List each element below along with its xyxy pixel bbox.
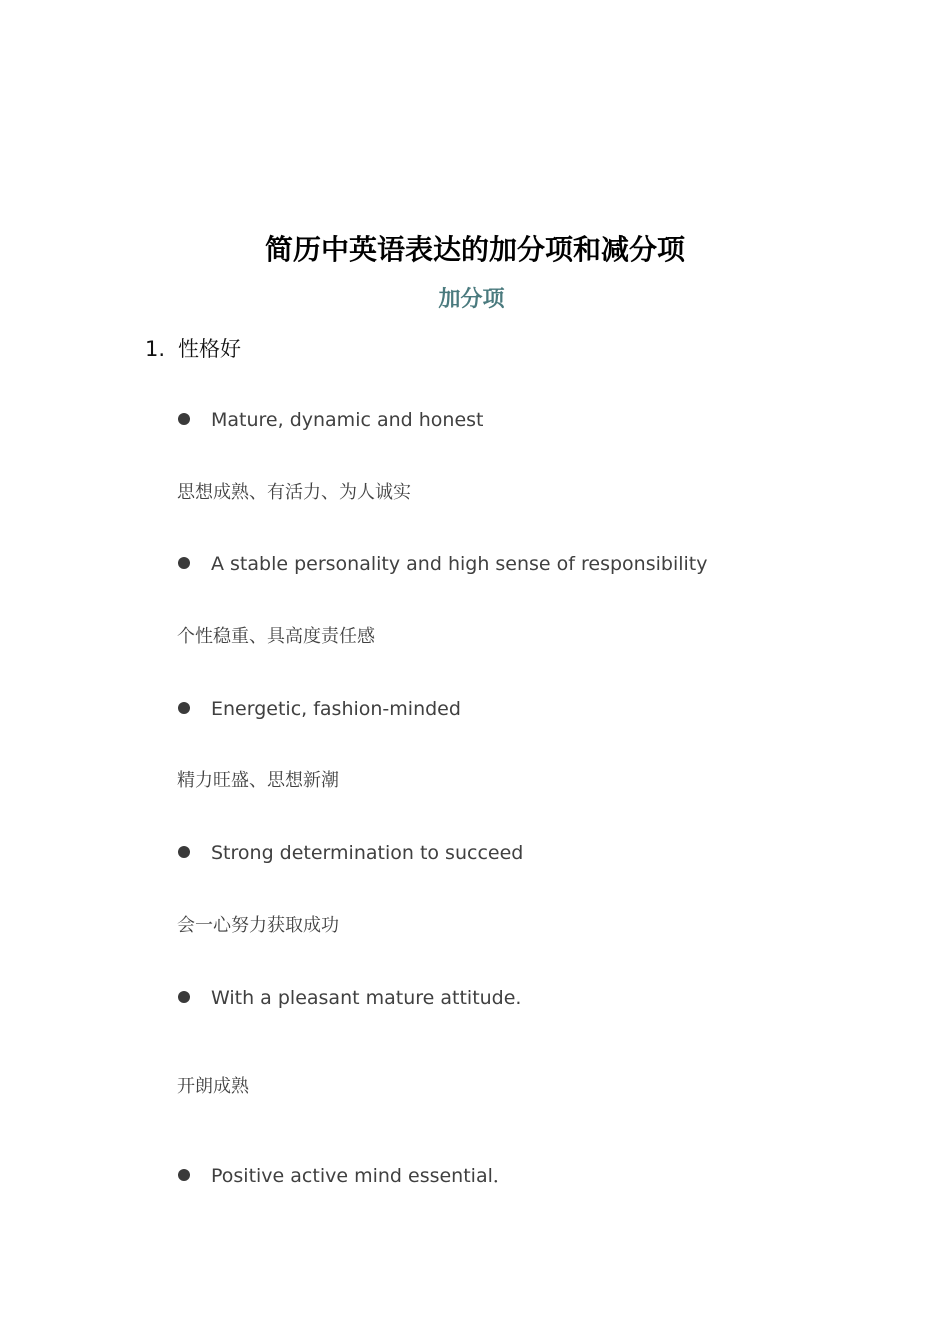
bullet-item	[178, 550, 708, 578]
translation-zh: 会一心努力获取成功	[177, 915, 339, 936]
list-item-text: 性格好	[178, 337, 241, 361]
bullet-icon	[178, 702, 190, 714]
bullet-text-en: Energetic, fashion-minded	[211, 698, 461, 720]
list-number: 1.	[145, 337, 166, 361]
bullet-icon	[178, 846, 190, 858]
bullet-item	[178, 984, 521, 1012]
bullet-item	[178, 1162, 512, 1190]
bullet-text-en: A stable personality and high sense of responsibility	[211, 553, 708, 575]
translation-zh: 思想成熟、有活力、为人诚实	[177, 482, 411, 503]
bullet-item	[178, 839, 523, 867]
bullet-icon	[178, 557, 190, 569]
numbered-list-item	[145, 333, 241, 365]
translation-zh: 开朗成熟	[177, 1076, 249, 1097]
translation-zh: 个性稳重、具高度责任感	[177, 626, 375, 647]
bullet-icon	[178, 1169, 190, 1181]
bullet-icon	[178, 413, 190, 425]
bullet-item	[178, 406, 484, 434]
document-title: 简历中英语表达的加分项和减分项	[264, 233, 685, 266]
section-heading: 加分项	[438, 287, 505, 312]
bullet-text-en: Strong determination to succeed	[211, 842, 524, 864]
bullet-text-en: With a pleasant mature attitude.	[211, 987, 522, 1009]
bullet-icon	[178, 991, 190, 1003]
bullet-text-en: Positive active mind essential．	[211, 1165, 512, 1187]
translation-zh: 精力旺盛、思想新潮	[177, 770, 339, 791]
bullet-text-en: Mature, dynamic and honest	[211, 409, 484, 431]
bullet-item	[178, 695, 461, 723]
